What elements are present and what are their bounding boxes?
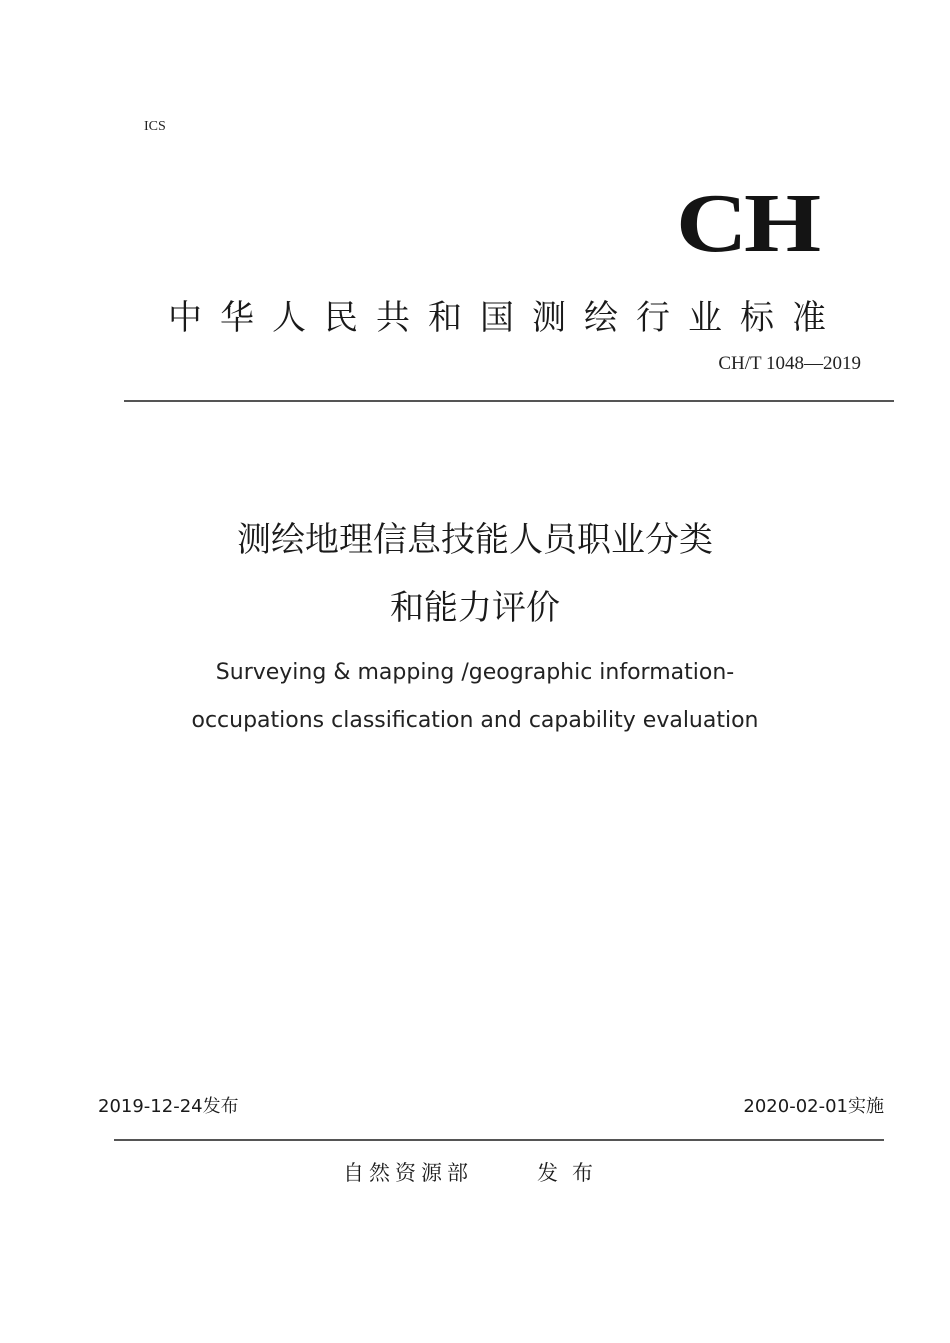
ics-label: ICS xyxy=(144,119,166,134)
title-zh-line-2: 和能力评价 xyxy=(390,588,560,628)
industry-standard-title: 中华人民共和国测绘行业标准 xyxy=(168,298,844,338)
title-en-line-1: Surveying & mapping /geographic information- xyxy=(215,660,735,685)
standard-code: CH/T 1048—2019 xyxy=(718,353,861,374)
title-zh-line-1: 测绘地理信息技能人员职业分类 xyxy=(237,520,713,560)
top-divider xyxy=(124,400,894,402)
title-en-line-2: occupations classification and capability evaluation xyxy=(191,708,759,733)
publish-word: 发布 xyxy=(537,1161,607,1185)
bottom-divider xyxy=(114,1139,884,1141)
ch-logo: CH xyxy=(676,177,818,270)
publisher: 自然资源部 xyxy=(343,1161,473,1185)
implementation-date: 2020-02-01实施 xyxy=(743,1096,884,1117)
issue-date: 2019-12-24发布 xyxy=(98,1096,239,1117)
